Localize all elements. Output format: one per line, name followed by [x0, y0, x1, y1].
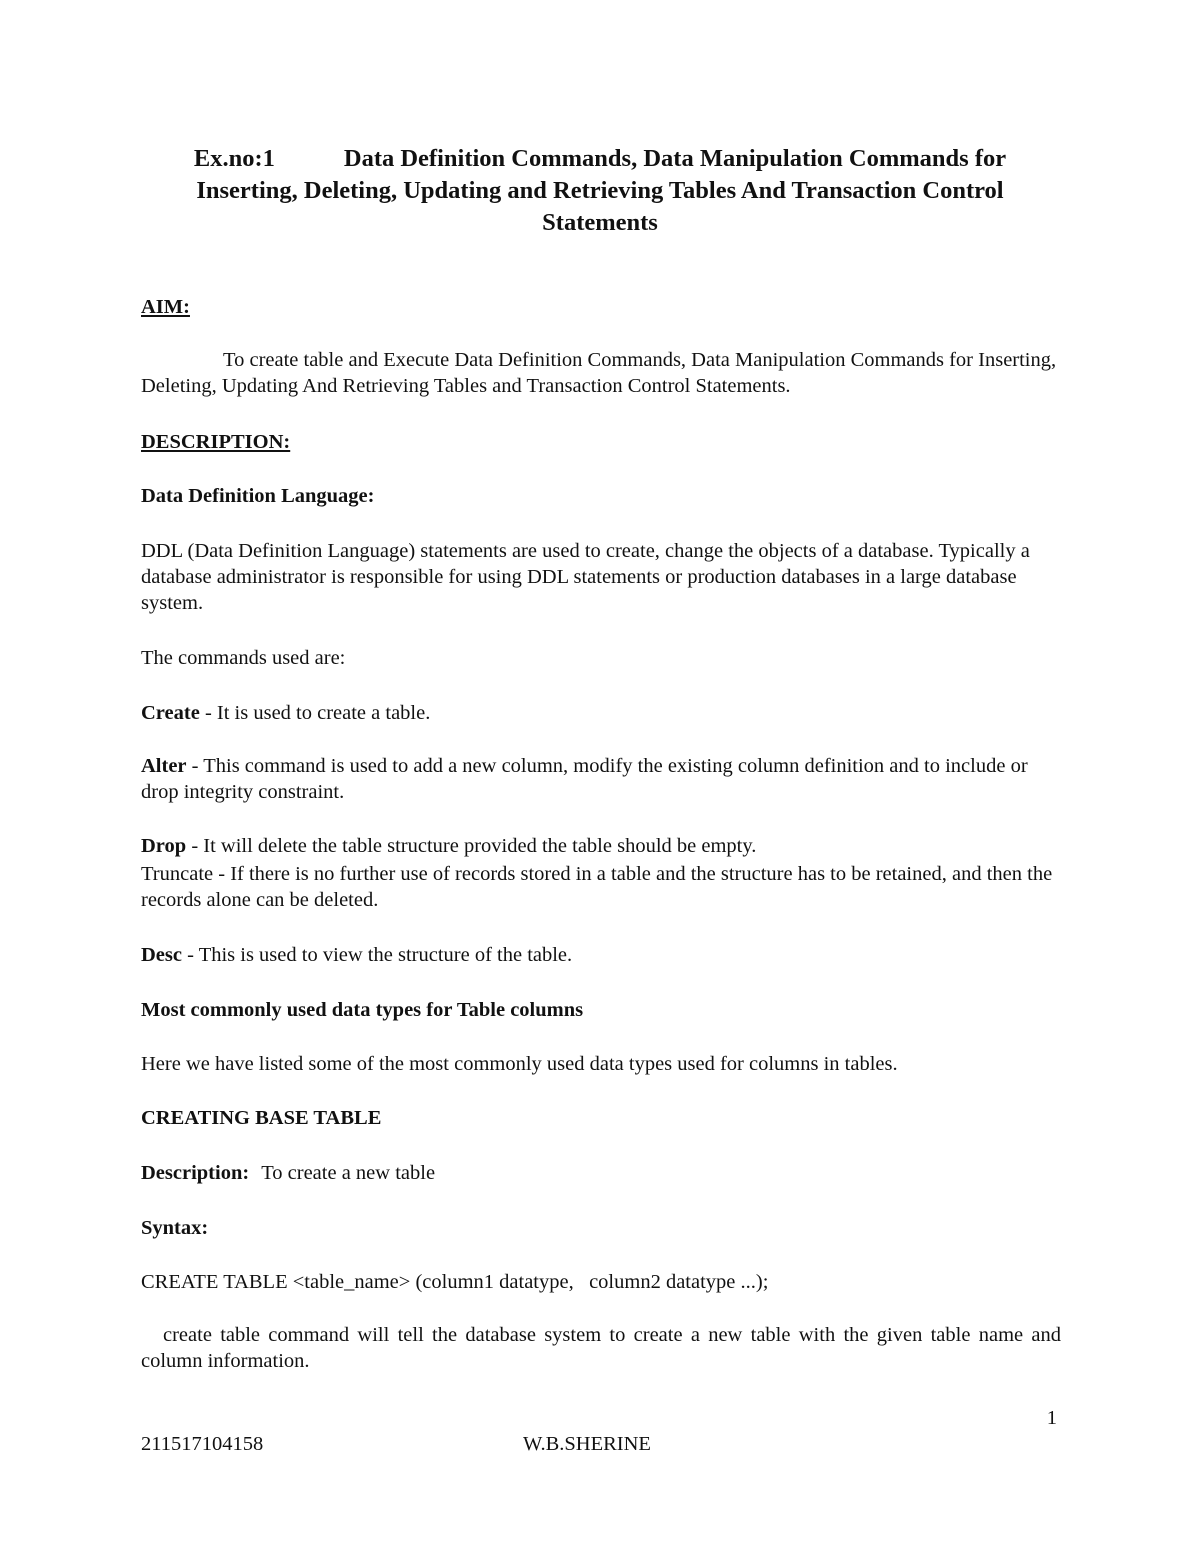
page-title: [130, 143, 1070, 239]
syntax-code: CREATE TABLE <table_name> (column1 datatype, column2 datatype ...);: [141, 1271, 769, 1293]
title-line-3: Statements: [542, 209, 658, 236]
drop-term: Drop: [141, 835, 187, 857]
alter-text: - This command is used to add a new column, modify the existing column definition and to include or drop integrity constraint.: [141, 755, 1028, 803]
aim-heading: AIM:: [141, 296, 190, 318]
alter-term: Alter: [141, 755, 187, 777]
title-line-2: Inserting, Deleting, Updating and Retrieving Tables And Transaction Control: [196, 177, 1004, 204]
create-term: Create: [141, 702, 200, 724]
desc-term: Desc: [141, 944, 182, 966]
alter-definition: [141, 753, 1061, 805]
truncate-definition: Truncate - If there is no further use of records stored in a table and the structure has to be retained, and then the records alone can be deleted.: [141, 863, 1053, 911]
aim-text: To create table and Execute Data Definition Commands, Data Manipulation Commands for Inserting, Deleting, Updating And Retrieving Tables and Transaction Control Statements.: [141, 349, 1057, 397]
page-number: 1: [1046, 1407, 1057, 1429]
create-table-description: [141, 1160, 1061, 1186]
drop-definition: [141, 833, 1061, 859]
ddl-heading: Data Definition Language:: [141, 485, 375, 507]
author-name: W.B.SHERINE: [523, 1433, 651, 1455]
ddl-text: DDL (Data Definition Language) statements are used to create, change the objects of a database. Typically a database administrator is responsible for using DDL statements or production databases in a large database system.: [141, 540, 1030, 614]
syntax-label: Syntax:: [141, 1217, 209, 1239]
drop-text: - It will delete the table structure provided the table should be empty.: [186, 835, 757, 857]
description-value: To create a new table: [261, 1162, 436, 1184]
commands-intro: The commands used are:: [141, 647, 346, 669]
desc-definition: [141, 942, 1061, 968]
datatypes-heading: Most commonly used data types for Table columns: [141, 999, 584, 1021]
title-line-1-text: Data Definition Commands, Data Manipulation Commands for: [343, 145, 1007, 172]
register-number: 211517104158: [141, 1433, 264, 1455]
exercise-number: Ex.no:1: [193, 145, 275, 172]
datatypes-text: Here we have listed some of the most commonly used data types used for columns in tables.: [141, 1053, 898, 1075]
create-text: - It is used to create a table.: [199, 702, 431, 724]
description-label: Description:: [141, 1162, 250, 1184]
description-heading: DESCRIPTION:: [141, 431, 291, 453]
title-line-1: [130, 143, 1070, 175]
create-definition: [141, 700, 1061, 726]
desc-text: - This is used to view the structure of the table.: [181, 944, 573, 966]
create-table-heading: CREATING BASE TABLE: [141, 1107, 382, 1129]
create-table-explanation: create table command will tell the database system to create a new table with the given table name and column information.: [141, 1324, 1061, 1372]
